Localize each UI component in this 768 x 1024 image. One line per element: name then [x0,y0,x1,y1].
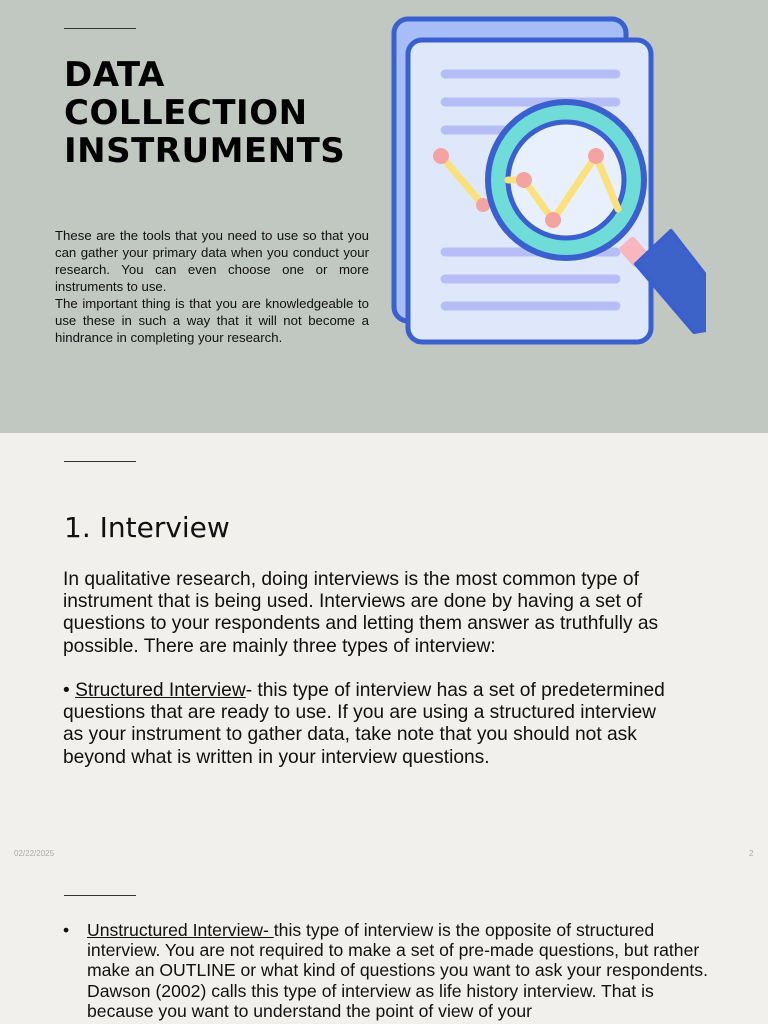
intro-text [55,227,369,346]
intro-paragraph-2: The important thing is that you are knowledgeable to use these in such a way that it will not become a hindrance in completing your research. [55,296,369,345]
structured-interview-item [63,680,673,769]
footer-date: 02/22/2025 [14,849,55,858]
slide-2 [0,433,768,873]
title-accent-rule [64,28,136,29]
heading-accent-rule [64,461,136,462]
section-heading: 1. Interview [64,511,230,544]
document-with-chart-and-magnifier-icon [388,14,706,349]
title-line-3: INSTRUMENTS [64,131,346,171]
title-line-2: COLLECTION [64,93,308,133]
bullet-marker: • [63,920,70,940]
unstructured-interview-term: Unstructured Interview- [87,920,274,940]
unstructured-interview-description: this type of interview is the opposite of structured interview. You are not required to make a set of pre-made questions, but rather make an OUTLINE or what kind of questions you want to ask your respondents. Dawson (2002) calls this type of interview as life history interview. That is because you want to understand the point of view of your [87,920,708,1021]
interview-intro: In qualitative research, doing interviews is the most common type of instrument that is being used. Interviews are done by having a set of questions to your respondents and letting them answer as truthfully as possible. There are mainly three types of interview: [63,569,659,657]
structured-interview-description: - this type of interview has a set of predetermined questions that are ready to use. If you are using a structured interview as your instrument to gather data, take note that you should not ask beyond what is written in your interview questions. [63,680,665,768]
bullet-marker: • [63,680,70,701]
intro-paragraph-1: These are the tools that you need to use so that you can gather your primary data when you conduct your research. You can even choose one or more instruments to use. [55,228,369,294]
title-line-1: DATA [64,55,165,95]
unstructured-interview-body [87,920,715,1021]
slide-title [64,56,384,170]
footer-page-number: 2 [749,849,754,858]
slide-3-accent-rule [64,895,136,896]
structured-interview-term: Structured Interview [75,680,246,701]
slide-1 [0,0,768,433]
